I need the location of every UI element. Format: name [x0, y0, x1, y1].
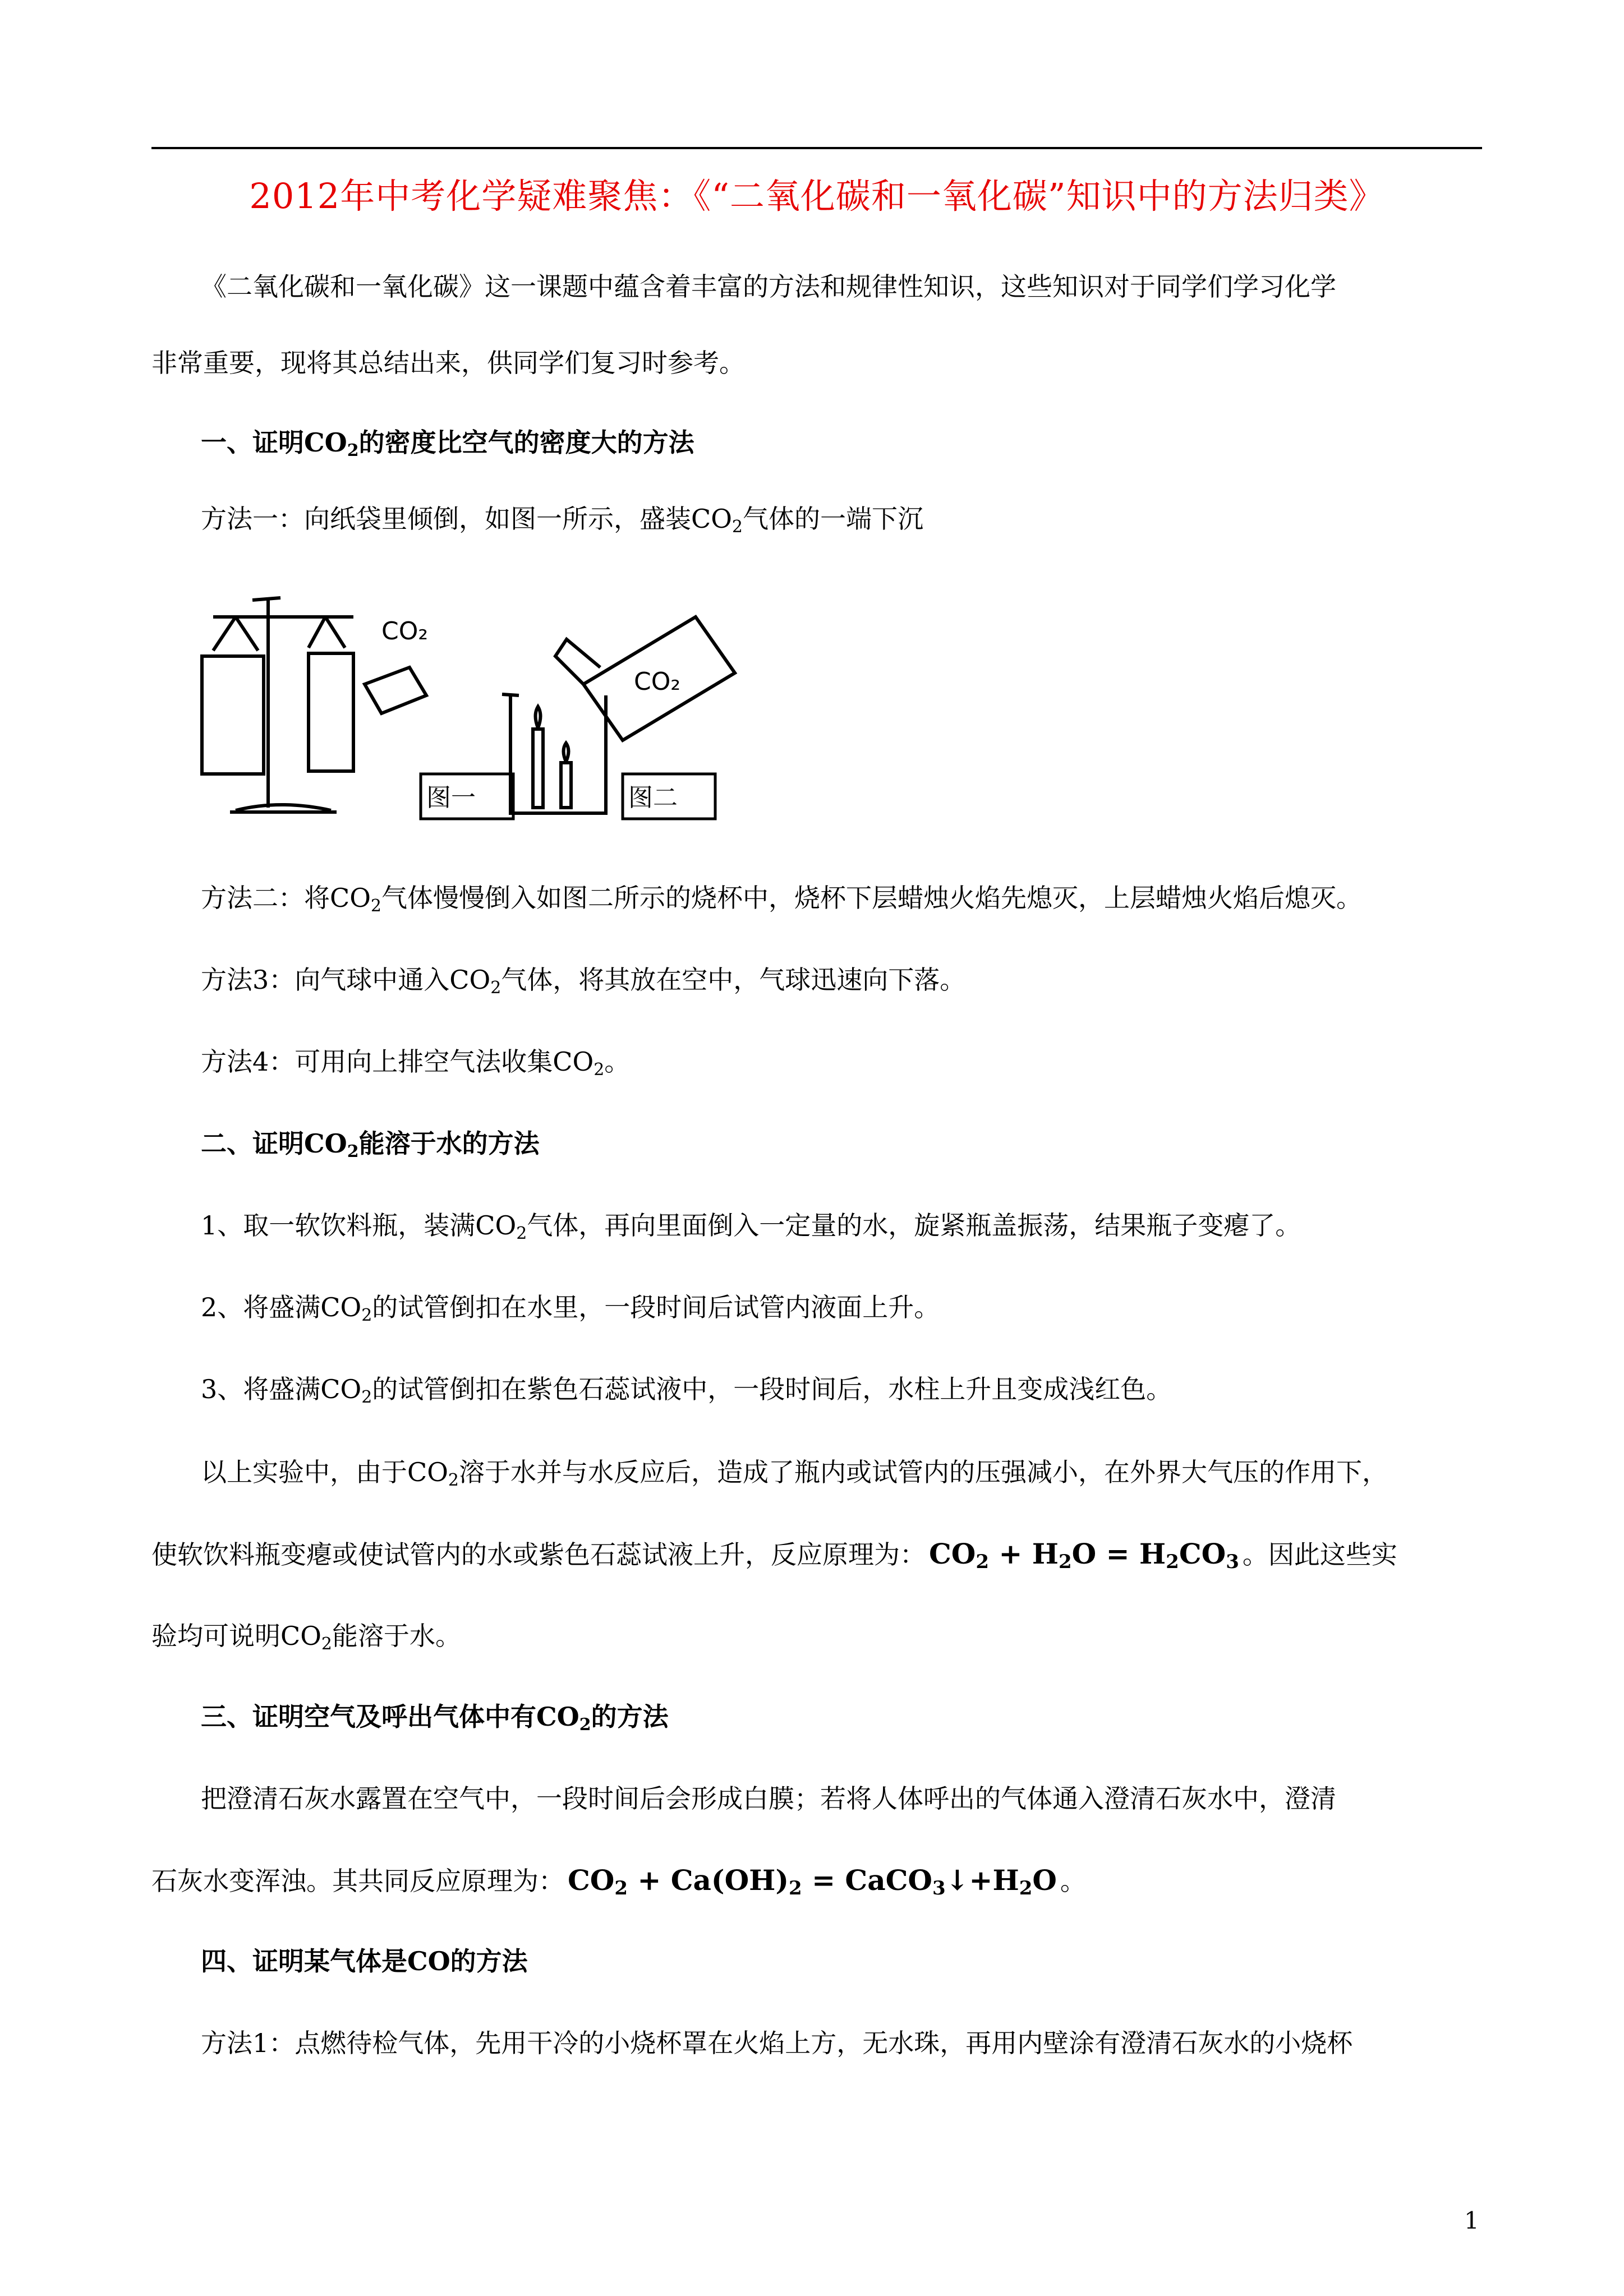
method3-text: 方法3：向气球中通入$CO_2$气体，将其放在空中，气球迅速向下落。: [201, 965, 966, 998]
section3-heading: 三、证明空气及呼出气体中有$CO_2$的方法: [201, 1702, 669, 1735]
equation-co2-water: $CO_2 + H_2O = H_2CO_3$: [929, 1537, 1239, 1573]
page-title: 2012年中考化学疑难聚焦：《“二氧化碳和一氧化碳”知识中的方法归类》: [249, 176, 1384, 216]
method1-text: 方法一：向纸袋里倾倒，如图一所示，盛装$CO_2$气体的一端下沉: [201, 504, 924, 537]
section2-item-1: 1、取一软饮料瓶，装满$CO_2$气体，再向里面倒入一定量的水，旋紧瓶盖振荡，结果瓶子变瘪了。: [201, 1210, 1301, 1243]
intro-line-2: 非常重要，现将其总结出来，供同学们复习时参考。: [151, 348, 745, 378]
section2-expl-line-3: 验均可说明$CO_2$能溶于水。: [151, 1621, 462, 1654]
co2-label-1: CO₂: [381, 617, 428, 646]
fig2-label: 图二: [628, 783, 678, 812]
section2-heading: 二、证明$CO_2$能溶于水的方法: [201, 1128, 540, 1161]
fig1-label: 图一: [426, 783, 476, 812]
section4-method1: 方法1：点燃待检气体，先用干冷的小烧杯罩在火焰上方，无水珠，再用内壁涂有澄清石灰水的小烧杯: [201, 2028, 1353, 2058]
page-number: 1: [1464, 2207, 1479, 2234]
method4-text: 方法4：可用向上排空气法收集$CO_2$。: [201, 1046, 631, 1080]
section3-line-2: 石灰水变浑浊。其共同反应原理为： $CO_2 + Ca(OH)_2$ = $CaCO_3↓+H_2O$ 。: [151, 1864, 1086, 1899]
intro-line-1: 《二氧化碳和一氧化碳》这一课题中蕴含着丰富的方法和规律性知识，这些知识对于同学们学习化学: [201, 271, 1336, 302]
section2-item-2: 2、将盛满$CO_2$的试管倒扣在水里，一段时间后试管内液面上升。: [201, 1292, 940, 1325]
header-rule: [151, 147, 1482, 149]
method2-text: 方法二：将$CO_2$气体慢慢倒入如图二所示的烧杯中，烧杯下层蜡烛火焰先熄灭，上层蜡烛火焰后熄灭。: [201, 883, 1363, 916]
section2-expl-line-1: 以上实验中，由于$CO_2$溶于水并与水反应后，造成了瓶内或试管内的压强减小，在外界大气压的作用下，: [201, 1457, 1388, 1490]
equation-limewater: $CO_2 + Ca(OH)_2$ = $CaCO_3↓+H_2O$: [568, 1864, 1057, 1899]
section4-heading: 四、证明某气体是CO的方法: [201, 1946, 528, 1976]
section3-line-1: 把澄清石灰水露置在空气中，一段时间后会形成白膜；若将人体呼出的气体通入澄清石灰水中，澄清: [201, 1783, 1336, 1814]
experiment-figure: [196, 583, 757, 824]
section2-item-3: 3、将盛满$CO_2$的试管倒扣在紫色石蕊试液中，一段时间后，水柱上升且变成浅红色。: [201, 1374, 1172, 1407]
section2-expl-line-2: 使软饮料瓶变瘪或使试管内的水或紫色石蕊试液上升，反应原理为： $CO_2 + H_2O = H_2CO_3$ 。因此这些实: [151, 1537, 1397, 1573]
co2-label-2: CO₂: [634, 667, 680, 696]
section1-heading: 一、证明$CO_2$的密度比空气的密度大的方法: [201, 427, 694, 460]
